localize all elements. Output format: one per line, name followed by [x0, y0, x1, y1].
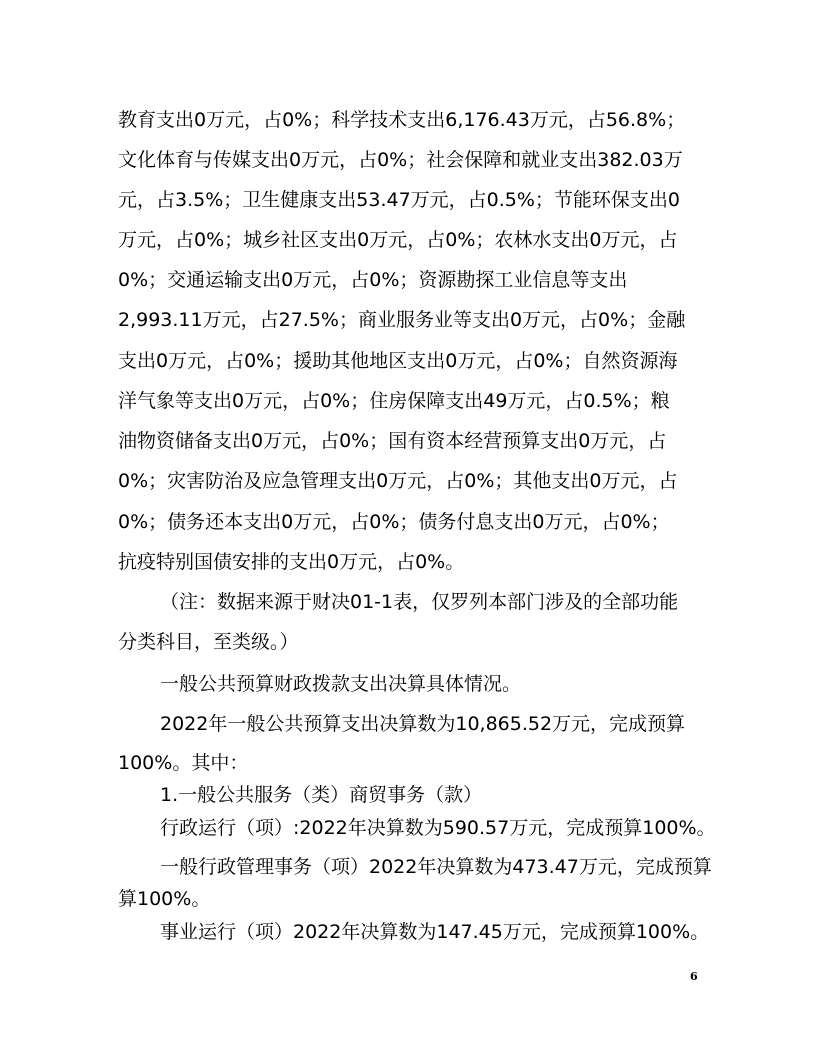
text-line-17: 100%。其中： — [118, 752, 249, 774]
text-line-11: 0%；债务还本支出0万元，占0%；债务付息支出0万元，占0%； — [118, 511, 670, 533]
page-number: 6 — [690, 970, 698, 983]
text-line-4: 万元，占0%；城乡社区支出0万元，占0%；农林水支出0万元，占 — [118, 229, 678, 251]
text-line-22: 事业运行（项）2022年决算数为147.45万元，完成预算100%。 — [160, 921, 710, 943]
note-line-1: （注：数据来源于财决01-1表，仅罗列本部门涉及的全部功能 — [160, 591, 679, 613]
text-line-8: 洋气象等支出0万元，占0%；住房保障支出49万元，占0.5%；粮 — [118, 390, 670, 412]
text-line-16: 2022年一般公共预算支出决算数为10,865.52万元，完成预算 — [160, 713, 686, 735]
text-line-1: 教育支出0万元，占0%；科学技术支出6,176.43万元，占56.8%； — [118, 109, 686, 131]
text-line-19: 行政运行（项）:2022年决算数为590.57万元，完成预算100%。 — [160, 817, 716, 839]
note-line-2: 分类科目，至类级。） — [118, 631, 299, 653]
text-line-2: 文化体育与传媒支出0万元，占0%；社会保障和就业支出382.03万 — [118, 149, 683, 171]
text-line-20: 一般行政管理事务（项）2022年决算数为473.47万元，完成预算 — [160, 856, 712, 878]
text-line-12: 抗疫特别国债安排的支出0万元，占0%。 — [118, 551, 465, 573]
subsection-heading: 1.一般公共服务（类）商贸事务（款） — [160, 784, 483, 806]
text-line-10: 0%；灾害防治及应急管理支出0万元，占0%；其他支出0万元，占 — [118, 470, 678, 492]
text-line-6: 2,993.11万元，占27.5%；商业服务业等支出0万元，占0%；金融 — [118, 309, 686, 331]
text-line-9: 油物资储备支出0万元，占0%；国有资本经营预算支出0万元，占 — [118, 430, 667, 452]
section-heading: 一般公共预算财政拨款支出决算具体情况。 — [160, 673, 522, 695]
text-line-7: 支出0万元，占0%；援助其他地区支出0万元，占0%；自然资源海 — [118, 350, 678, 372]
text-line-3: 元，占3.5%；卫生健康支出53.47万元，占0.5%；节能环保支出0 — [118, 189, 681, 211]
text-line-21: 算100%。 — [118, 888, 211, 910]
text-line-5: 0%；交通运输支出0万元，占0%；资源勘探工业信息等支出 — [118, 269, 628, 291]
